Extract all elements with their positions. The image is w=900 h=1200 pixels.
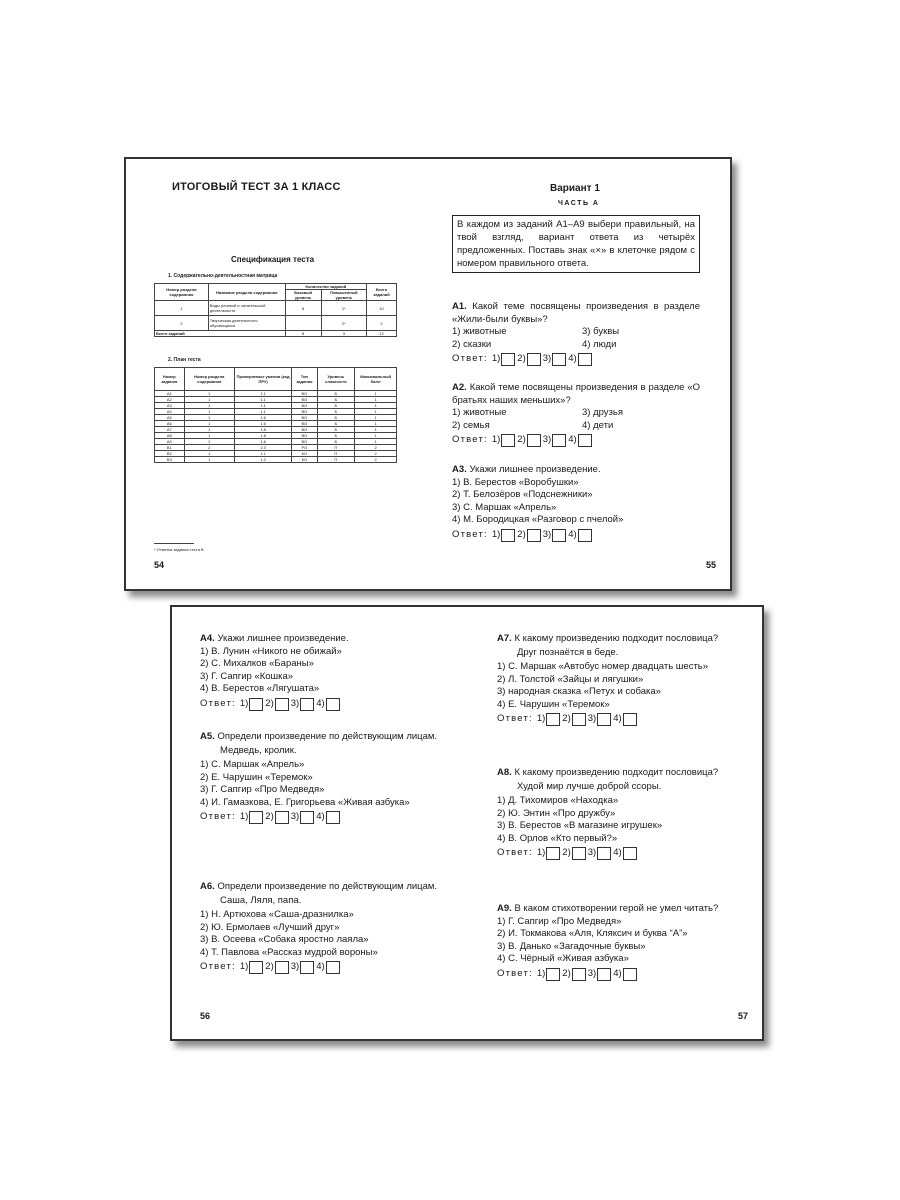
option: 1) животные	[452, 326, 507, 337]
table-cell: Б	[317, 415, 355, 421]
table-cell: Б	[317, 397, 355, 403]
answer-checkbox[interactable]	[275, 698, 289, 711]
table-cell: 2.3	[234, 445, 291, 451]
table-cell: 10	[367, 301, 397, 316]
question-text: А2. Какой теме посвящены произведения в разделе «О братьях наших меньших»?	[452, 382, 700, 406]
option: 1) В. Берестов «Воробушки»	[452, 476, 579, 488]
answer-checkbox[interactable]	[249, 698, 263, 711]
option: 1) С. Маршак «Апрель»	[200, 759, 305, 770]
table-cell: 1.8	[234, 433, 291, 439]
table-cell: 2	[184, 445, 234, 451]
table-cell: П	[317, 451, 355, 457]
table-total-row	[155, 331, 397, 337]
table-cell: 1.1	[234, 391, 291, 397]
table-cell: 1	[355, 391, 397, 397]
answer-checkbox[interactable]	[275, 811, 289, 824]
question-text: А9. В каком стихотворении герой не умел читать?	[497, 903, 719, 914]
option: 1) С. Маршак «Автобус номер двадцать шесть»	[497, 661, 709, 672]
table-cell: ВО	[292, 397, 317, 403]
question-text: А7. К какому произведению подходит пословица?	[497, 633, 719, 644]
table-cell: 1.8	[234, 427, 291, 433]
table-cell: А4	[155, 409, 185, 415]
answer-checkbox[interactable]	[326, 961, 340, 974]
table-cell: 1	[355, 415, 397, 421]
table-cell: Виды речевой и читательской деятельности	[208, 301, 285, 316]
answer-label: Ответ:	[452, 434, 488, 446]
table-cell: 2*	[321, 316, 367, 331]
proverb: Друг познаётся в беде.	[517, 646, 619, 658]
answer-checkbox[interactable]	[249, 811, 263, 824]
table-cell: 1.2	[234, 457, 291, 463]
table-cell: 1	[355, 397, 397, 403]
option: 2) сказки	[452, 338, 492, 350]
answer-checkbox[interactable]	[623, 847, 637, 860]
table-cell: 2	[155, 316, 209, 331]
table-cell: А3	[155, 403, 185, 409]
table-cell: 1.6	[234, 439, 291, 445]
table-cell: 1	[184, 427, 234, 433]
answer-label: Ответ:	[200, 811, 236, 823]
table-header: Номер задания	[155, 368, 185, 391]
table-cell: 1	[155, 301, 209, 316]
page-55	[426, 159, 730, 589]
option: 4) И. Гамазкова, Е. Григорьева «Живая азбука»	[200, 796, 410, 808]
question-a3	[452, 464, 700, 542]
table-subheader: Базовый уровень	[285, 290, 321, 301]
table-cell: 2	[355, 451, 397, 457]
table-cell: Б	[317, 403, 355, 409]
test-plan-table	[154, 367, 397, 463]
table-cell: 1*	[321, 301, 367, 316]
page-57	[467, 607, 762, 1039]
answer-row: Ответ: 1) 2) 3) 4)	[497, 713, 747, 726]
answer-checkbox[interactable]	[300, 961, 314, 974]
option: 2) семья	[452, 419, 490, 431]
table-cell: 8	[285, 301, 321, 316]
answer-row: Ответ: 1) 2) 3) 4)	[452, 434, 700, 447]
answer-label: Ответ:	[497, 967, 533, 979]
table-cell: ВО	[292, 427, 317, 433]
content-matrix-table	[154, 283, 397, 337]
answer-checkbox[interactable]	[597, 847, 611, 860]
answer-label: Ответ:	[200, 961, 236, 973]
question-a2	[452, 382, 700, 447]
table-header: Номер раздела содержания	[155, 284, 209, 301]
option: 3) друзья	[582, 407, 624, 418]
spread-pages-54-55	[124, 157, 732, 591]
part-label: ЧАСТЬ А	[558, 200, 600, 207]
table-cell: РО	[292, 445, 317, 451]
answer-label: Ответ:	[200, 697, 236, 709]
table-cell: 1	[184, 391, 234, 397]
table-cell: 1	[355, 403, 397, 409]
option: 4) Е. Чарушин «Теремок»	[497, 698, 610, 710]
table-cell: П	[317, 445, 355, 451]
answer-checkbox[interactable]	[546, 847, 560, 860]
table-cell: 1	[355, 409, 397, 415]
answer-checkbox[interactable]	[275, 961, 289, 974]
table-cell: 2	[355, 457, 397, 463]
table-cell: В2	[155, 451, 185, 457]
table-cell: 12	[367, 331, 397, 337]
answer-checkbox[interactable]	[578, 529, 592, 542]
table-cell: 1.6	[234, 415, 291, 421]
answer-checkbox[interactable]	[546, 713, 560, 726]
table-cell: 1	[355, 433, 397, 439]
table-cell: ВО	[292, 415, 317, 421]
answer-label: Ответ:	[497, 713, 533, 725]
table-cell: 1.1	[234, 451, 291, 457]
table-cell: 1	[184, 421, 234, 427]
table-row	[155, 457, 397, 463]
table-cell: А2	[155, 397, 185, 403]
option: 4) М. Бородицкая «Разговор с пчелой»	[452, 514, 624, 525]
option: 4) люди	[582, 338, 617, 350]
answer-checkbox[interactable]	[552, 529, 566, 542]
table-cell: П	[317, 457, 355, 463]
option: 3) В. Осеева «Собака яростно лаяла»	[200, 934, 369, 945]
footnote-divider	[154, 543, 194, 544]
table-cell: Б	[317, 391, 355, 397]
question-text: А5. Определи произведение по действующим лицам.	[200, 731, 438, 742]
question-a8	[497, 767, 747, 860]
table-cell: Б	[317, 409, 355, 415]
question-a4	[200, 633, 448, 711]
table-cell: 1	[184, 415, 234, 421]
answer-checkbox[interactable]	[552, 353, 566, 366]
table-cell: В1	[155, 445, 185, 451]
table-cell: 1	[184, 451, 234, 457]
characters-list: Саша, Ляля, папа.	[220, 894, 302, 906]
table-cell: ВО	[292, 421, 317, 427]
table-cell: 1.1	[234, 403, 291, 409]
table-cell: А6	[155, 421, 185, 427]
table-cell: Б	[317, 427, 355, 433]
table-cell: Б	[317, 439, 355, 445]
table-cell: Б	[317, 433, 355, 439]
answer-checkbox[interactable]	[527, 353, 541, 366]
table-cell: 1.6	[234, 421, 291, 427]
answer-row: Ответ: 1) 2) 3) 4)	[497, 847, 747, 860]
option: 3) народная сказка «Петух и собака»	[497, 686, 661, 697]
option: 4) В. Орлов «Кто первый?»	[497, 832, 618, 844]
option: 3) В. Данько «Загадочные буквы»	[497, 940, 646, 952]
page-number: 56	[200, 1011, 211, 1021]
table1-label: 1. Содержательно-деятельностная матрица	[168, 273, 278, 279]
answer-checkbox[interactable]	[326, 811, 340, 824]
answer-checkbox[interactable]	[578, 353, 592, 366]
option: 1) Д. Тихомиров «Находка»	[497, 795, 619, 806]
table-cell: 2	[355, 445, 397, 451]
table-cell: КО	[292, 451, 317, 457]
table-cell: 1.1	[234, 397, 291, 403]
question-number: А5.	[200, 731, 215, 742]
question-a7	[497, 633, 747, 726]
table-header: Проверяемые умения (код ПРУ)	[234, 368, 291, 391]
table-cell: 1	[184, 457, 234, 463]
option: 4) С. Чёрный «Живая азбука»	[497, 953, 629, 964]
table-cell: ВО	[292, 403, 317, 409]
table-cell: В3	[155, 457, 185, 463]
table-cell: ВО	[292, 433, 317, 439]
page-number: 55	[705, 560, 716, 570]
question-a5	[200, 731, 448, 824]
option: 3) буквы	[582, 326, 620, 337]
answer-row: Ответ: 1) 2) 3) 4)	[497, 968, 747, 981]
table-cell: Всего заданий	[155, 331, 286, 337]
question-number: А6.	[200, 881, 215, 892]
spec-title: Спецификация теста	[231, 255, 315, 264]
table-cell: 1	[184, 433, 234, 439]
table-cell: 1	[184, 403, 234, 409]
table-cell: А9	[155, 439, 185, 445]
table-cell: 2	[367, 316, 397, 331]
option: 3) Г. Сапгир «Про Медведя»	[200, 784, 325, 795]
options-grid	[452, 326, 700, 351]
proverb: Худой мир лучше доброй ссоры.	[517, 780, 662, 792]
option: 2) Ю. Энтин «Про дружбу»	[497, 807, 616, 819]
answer-checkbox[interactable]	[572, 847, 586, 860]
table-header: Количество заданий	[285, 284, 366, 290]
answer-checkbox[interactable]	[527, 434, 541, 447]
answer-checkbox[interactable]	[597, 713, 611, 726]
question-number: А3.	[452, 464, 467, 475]
test-title: ИТОГОВЫЙ ТЕСТ ЗА 1 КЛАСС	[172, 181, 341, 193]
answer-checkbox[interactable]	[501, 353, 515, 366]
options-grid	[452, 407, 700, 432]
table-cell: ВО	[292, 409, 317, 415]
answer-checkbox[interactable]	[597, 968, 611, 981]
answer-row: Ответ: 1) 2) 3) 4)	[200, 698, 448, 711]
answer-label: Ответ:	[452, 528, 488, 540]
option: 2) Т. Белозёров «Подснежники»	[452, 489, 593, 500]
table-cell: А5	[155, 415, 185, 421]
question-a9	[497, 903, 747, 981]
question-number: А7.	[497, 633, 512, 644]
table-header: Всего заданий	[367, 284, 397, 301]
question-text: А8. К какому произведению подходит пословица?	[497, 767, 719, 778]
table-cell: 1	[355, 427, 397, 433]
answer-label: Ответ:	[497, 847, 533, 859]
option: 1) В. Лунин «Никого не обижай»	[200, 645, 342, 657]
question-number: А2.	[452, 382, 467, 393]
question-number: А8.	[497, 767, 512, 778]
page-54	[126, 159, 426, 589]
option: 2) И. Токмакова «Аля, Кляксич и буква “А”»	[497, 928, 688, 939]
answer-checkbox[interactable]	[572, 713, 586, 726]
spread-pages-56-57	[170, 605, 764, 1041]
answer-checkbox[interactable]	[300, 698, 314, 711]
option: 4) Т. Павлова «Рассказ мудрой вороны»	[200, 946, 378, 958]
table-header: Максимальный балл	[355, 368, 397, 391]
table-subheader: Повышенный уровень	[321, 290, 367, 301]
answer-row: Ответ: 1) 2) 3) 4)	[452, 353, 700, 366]
table-cell: ВО	[292, 391, 317, 397]
table-cell: 8	[285, 331, 321, 337]
answer-checkbox[interactable]	[501, 529, 515, 542]
table2-label: 2. План теста	[168, 357, 201, 363]
question-a6	[200, 881, 448, 974]
table-header: Номер раздела содержания	[184, 368, 234, 391]
option: 1) животные	[452, 407, 507, 418]
answer-row: Ответ: 1) 2) 3) 4)	[452, 529, 700, 542]
table-cell: А7	[155, 427, 185, 433]
option: 3) С. Маршак «Апрель»	[452, 501, 557, 513]
page-56	[172, 607, 467, 1039]
table-cell: ВО	[292, 439, 317, 445]
option: 4) В. Берестов «Лягушата»	[200, 683, 320, 694]
answer-checkbox[interactable]	[249, 961, 263, 974]
table-cell: А8	[155, 433, 185, 439]
option: 4) дети	[582, 419, 614, 431]
answer-checkbox[interactable]	[552, 434, 566, 447]
instructions-box: В каждом из заданий А1–А9 выбери правильный, на твой взгляд, вариант ответа из четырёх предложенных. Поставь знак «×» в клеточке рядом с номером правильного ответа.	[452, 215, 700, 273]
option: 3) Г. Сапгир «Кошка»	[200, 670, 294, 682]
answer-checkbox[interactable]	[300, 811, 314, 824]
answer-checkbox[interactable]	[572, 968, 586, 981]
table-cell: КО	[292, 457, 317, 463]
question-a1	[452, 301, 700, 366]
question-number: А1.	[452, 301, 467, 312]
page-number: 54	[154, 560, 165, 570]
table-cell: 1	[184, 409, 234, 415]
option: 2) Е. Чарушин «Теремок»	[200, 771, 313, 783]
answer-checkbox[interactable]	[623, 713, 637, 726]
table-cell: 1	[355, 421, 397, 427]
option: 2) С. Михалков «Бараны»	[200, 658, 314, 669]
question-number: А4.	[200, 633, 215, 644]
answer-checkbox[interactable]	[546, 968, 560, 981]
question-text: А3. Укажи лишнее произведение.	[452, 464, 601, 475]
option: 1) Н. Артюхова «Саша-дразнилка»	[200, 909, 354, 920]
option: 2) Ю. Ермолаев «Лучший друг»	[200, 921, 340, 933]
table-cell	[285, 316, 321, 331]
answer-checkbox[interactable]	[501, 434, 515, 447]
question-number: А9.	[497, 903, 512, 914]
answer-row: Ответ: 1) 2) 3) 4)	[200, 961, 448, 974]
question-text: А6. Определи произведение по действующим лицам.	[200, 881, 438, 892]
table-cell: Б	[317, 421, 355, 427]
option: 2) Л. Толстой «Зайцы и лягушки»	[497, 673, 644, 685]
answer-checkbox[interactable]	[623, 968, 637, 981]
variant-title: Вариант 1	[550, 183, 600, 194]
answer-checkbox[interactable]	[578, 434, 592, 447]
question-text: А4. Укажи лишнее произведение.	[200, 633, 349, 644]
table-row	[155, 316, 397, 331]
table-cell: 1.1	[234, 409, 291, 415]
answer-label: Ответ:	[452, 353, 488, 365]
option: 1) Г. Сапгир «Про Медведя»	[497, 915, 622, 927]
table-cell: 1	[355, 439, 397, 445]
table-header: Уровень сложности	[317, 368, 355, 391]
table-cell: 3	[321, 331, 367, 337]
answer-row: Ответ: 1) 2) 3) 4)	[200, 811, 448, 824]
table-cell: 1	[184, 439, 234, 445]
answer-checkbox[interactable]	[527, 529, 541, 542]
table-row	[155, 301, 397, 316]
table-header: Название раздела содержания	[208, 284, 285, 301]
table-cell: Творческая деятельность обучающихся	[208, 316, 285, 331]
footnote: * Отметка задания теста В.	[154, 547, 205, 552]
table-header: Тип задания	[292, 368, 317, 391]
question-text: А1. Какой теме посвящены произведения в разделе «Жили-были буквы»?	[452, 301, 700, 325]
answer-checkbox[interactable]	[326, 698, 340, 711]
characters-list: Медведь, кролик.	[220, 744, 297, 756]
option: 3) В. Берестов «В магазине игрушек»	[497, 820, 663, 831]
page-number: 57	[737, 1011, 748, 1021]
table-cell: 1	[184, 397, 234, 403]
table-cell: А1	[155, 391, 185, 397]
